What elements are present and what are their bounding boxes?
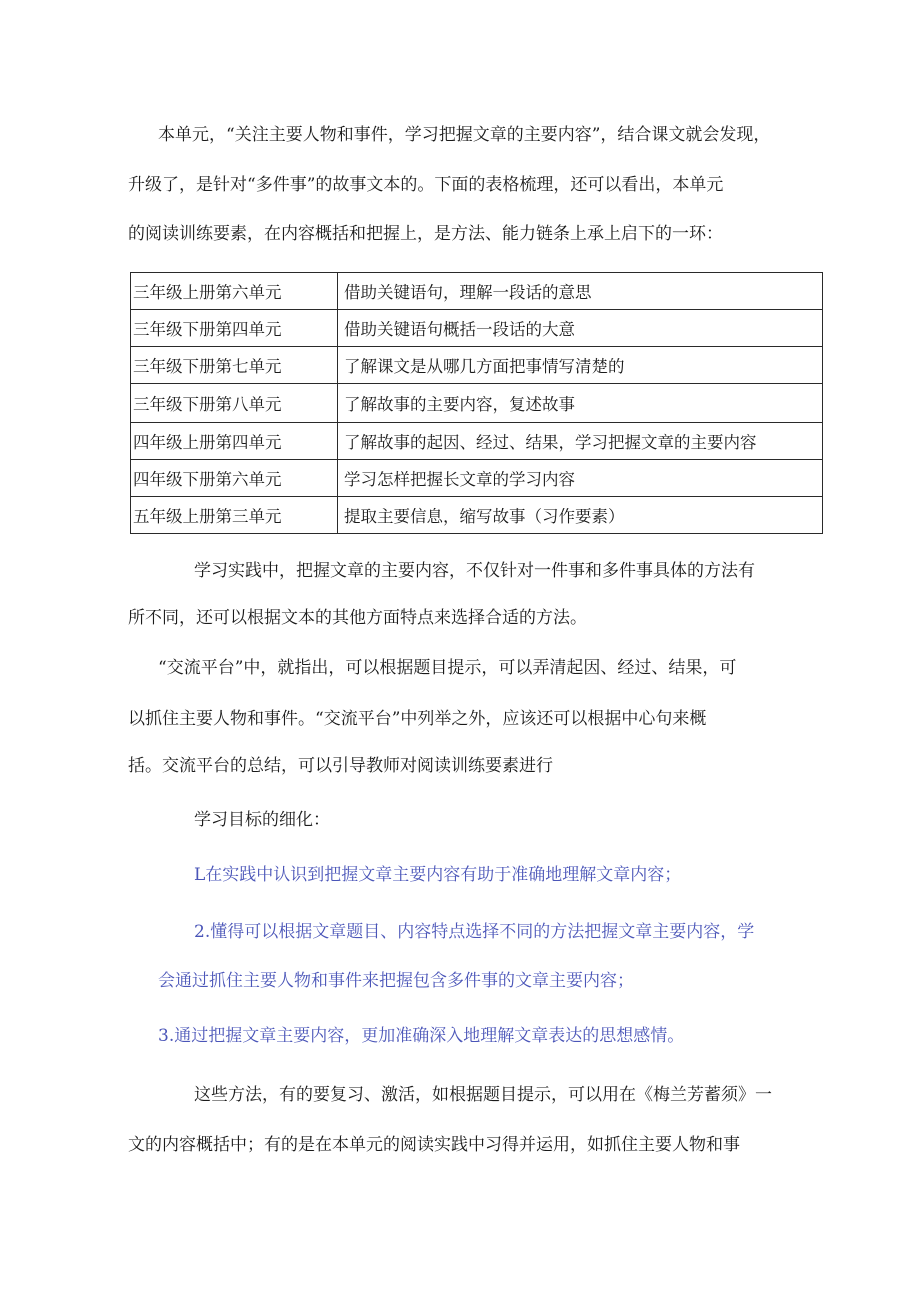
para3-line-3: 括。交流平台的总结，可以引导教师对阅读训练要素进行 <box>128 756 553 776</box>
para4-line-2: 文的内容概括中；有的是在本单元的阅读实践中习得并运用，如抓住主要人物和事 <box>128 1135 740 1155</box>
table-row <box>131 310 823 347</box>
unit-cell: 四年级下册第六单元 <box>131 460 338 497</box>
table-row <box>131 384 823 423</box>
skill-cell: 了解故事的起因、经过、结果，学习把握文章的主要内容 <box>338 423 823 460</box>
table-row <box>131 497 823 534</box>
para3-line-2: 以抓住主要人物和事件。“交流平台”中列举之外，应该还可以根据中心句来概 <box>128 709 707 729</box>
unit-cell: 三年级下册第七单元 <box>131 347 338 384</box>
intro-line-1: 本单元，“关注主要人物和事件，学习把握文章的主要内容”，结合课文就会发现， <box>158 125 771 145</box>
reading-skill-table <box>130 272 823 534</box>
unit-cell: 四年级上册第四单元 <box>131 423 338 460</box>
unit-cell: 三年级下册第四单元 <box>131 310 338 347</box>
unit-cell: 三年级下册第八单元 <box>131 384 338 423</box>
para2-line-2: 所不同，还可以根据文本的其他方面特点来选择合适的方法。 <box>128 608 587 628</box>
para2-line-1: 学习实践中，把握文章的主要内容，不仅针对一件事和多件事具体的方法有 <box>194 561 755 581</box>
table-row <box>131 423 823 460</box>
table-row <box>131 347 823 384</box>
intro-line-3: 的阅读训练要素，在内容概括和把握上，是方法、能力链条上承上启下的一环： <box>128 224 723 244</box>
goals-heading: 学习目标的细化： <box>194 810 330 830</box>
skill-cell: 学习怎样把握长文章的学习内容 <box>338 460 823 497</box>
unit-cell: 三年级上册第六单元 <box>131 273 338 310</box>
para4-line-1: 这些方法，有的要复习、激活，如根据题目提示，可以用在《梅兰芳蓄须》一 <box>194 1085 772 1105</box>
goal-item-2: 2.懂得可以根据文章题目、内容特点选择不同的方法把握文章主要内容，学 <box>194 922 755 942</box>
goal-item-2-cont: 会通过抓住主要人物和事件来把握包含多件事的文章主要内容； <box>158 971 634 991</box>
unit-cell: 五年级上册第三单元 <box>131 497 338 534</box>
table-row <box>131 273 823 310</box>
table-row <box>131 460 823 497</box>
intro-line-2: 升级了，是针对“多件事”的故事文本的。下面的表格梳理，还可以看出，本单元 <box>128 175 724 195</box>
skill-cell: 了解故事的主要内容，复述故事 <box>338 384 823 423</box>
skill-cell: 提取主要信息，缩写故事（习作要素） <box>338 497 823 534</box>
skill-cell: 借助关键语句概括一段话的大意 <box>338 310 823 347</box>
skill-cell: 了解课文是从哪几方面把事情写清楚的 <box>338 347 823 384</box>
skill-cell: 借助关键语句，理解一段话的意思 <box>338 273 823 310</box>
para3-line-1: “交流平台”中，就指出，可以根据题目提示，可以弄清起因、经过、结果，可 <box>158 658 737 678</box>
goal-item-1: L在实践中认识到把握文章主要内容有助于准确地理解文章内容； <box>194 865 682 885</box>
goal-item-3: 3.通过把握文章主要内容，更加准确深入地理解文章表达的思想感情。 <box>158 1026 685 1046</box>
